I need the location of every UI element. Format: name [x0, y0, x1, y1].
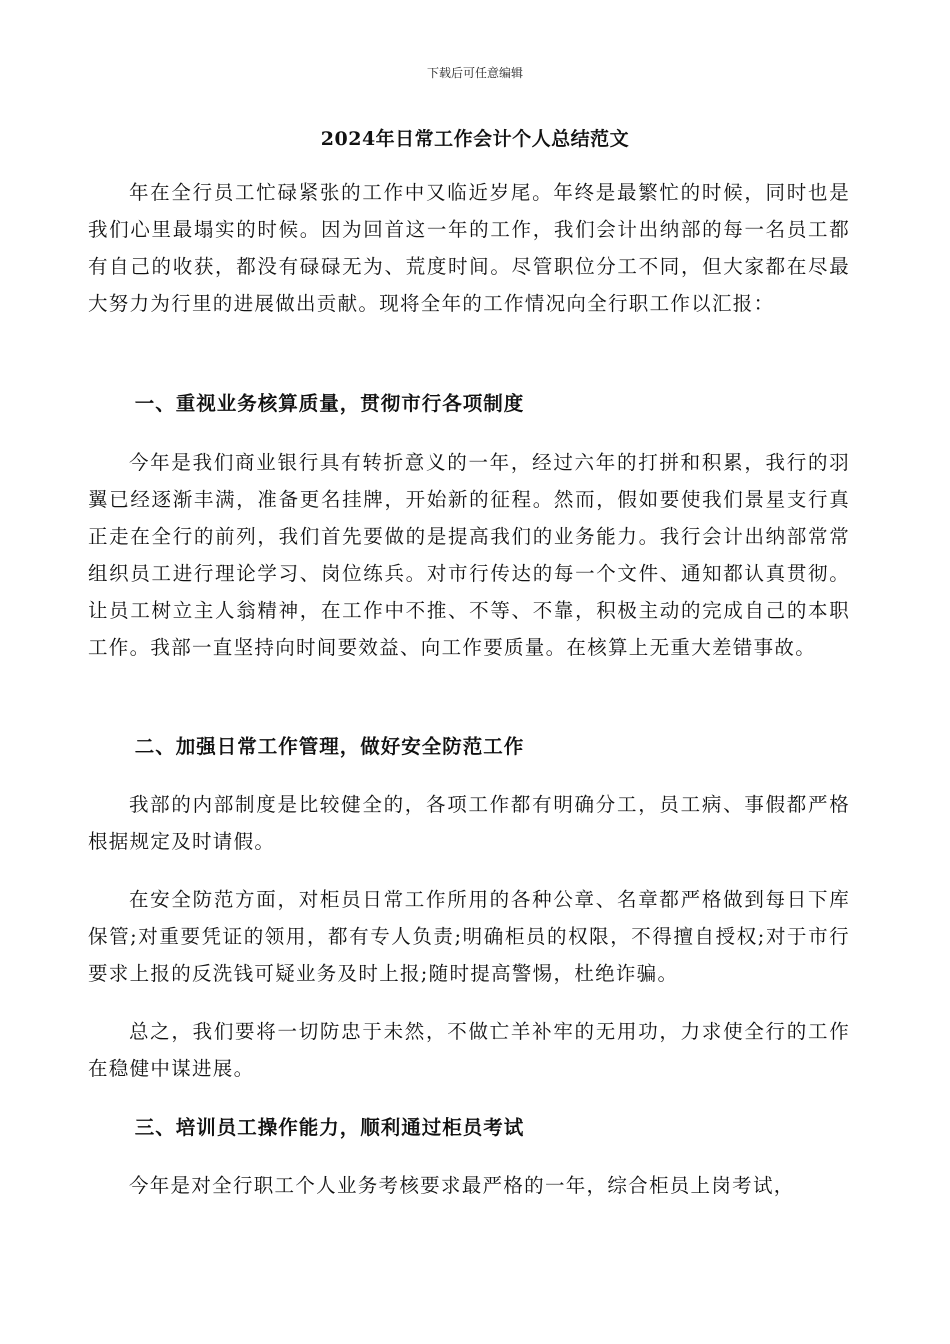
document-title: 2024年日常工作会计个人总结范文: [320, 128, 630, 150]
section-3-paragraph: 今年是对全行职工个人业务考核要求最严格的一年，综合柜员上岗考试，: [128, 1174, 795, 1197]
header-note: 下载后可任意编辑: [426, 66, 523, 80]
section-2-paragraph-3: 总之，我们要将一切防忠于未然，不做亡羊补牢的无用功，力求使全行的工作在稳健中谋进展。: [88, 1020, 850, 1080]
section-2-paragraph-2: 在安全防范方面，对柜员日常工作所用的各种公章、名章都严格做到每日下库保管;对重要凭证的领用，都有专人负责;明确柜员的权限，不得擅自授权;对于市行要求上报的反洗钱可疑业务及时上报;随时提高警惕，杜绝诈骗。: [88, 888, 850, 985]
section-2-heading: 二、加强日常工作管理，做好安全防范工作: [134, 735, 525, 758]
section-1-paragraph: 今年是我们商业银行具有转折意义的一年，经过六年的打拼和积累，我行的羽翼已经逐渐丰满，准备更名挂牌，开始新的征程。然而，假如要使我们景星支行真正走在全行的前列，我们首先要做的是提高我们的业务能力。我行会计出纳部常常组织员工进行理论学习、岗位练兵。对市行传达的每一个文件、通知都认真贯彻。让员工树立主人翁精神，在工作中不推、不等、不靠，积极主动的完成自己的本职工作。我部一直坚持向时间要效益、向工作要质量。在核算上无重大差错事故。: [88, 451, 850, 659]
section-3-heading: 三、培训员工操作能力，顺利通过柜员考试: [134, 1116, 525, 1139]
section-1-heading: 一、重视业务核算质量，贯彻市行各项制度: [134, 392, 525, 415]
section-2-paragraph-1: 我部的内部制度是比较健全的，各项工作都有明确分工，员工病、事假都严格根据规定及时请假。: [88, 793, 850, 853]
intro-paragraph: 年在全行员工忙碌紧张的工作中又临近岁尾。年终是最繁忙的时候，同时也是我们心里最塌实的时候。因为回首这一年的工作，我们会计出纳部的每一名员工都有自己的收获，都没有碌碌无为、荒度时间。尽管职位分工不同，但大家都在尽最大努力为行里的进展做出贡献。现将全年的工作情况向全行职工作以汇报：: [88, 181, 850, 315]
